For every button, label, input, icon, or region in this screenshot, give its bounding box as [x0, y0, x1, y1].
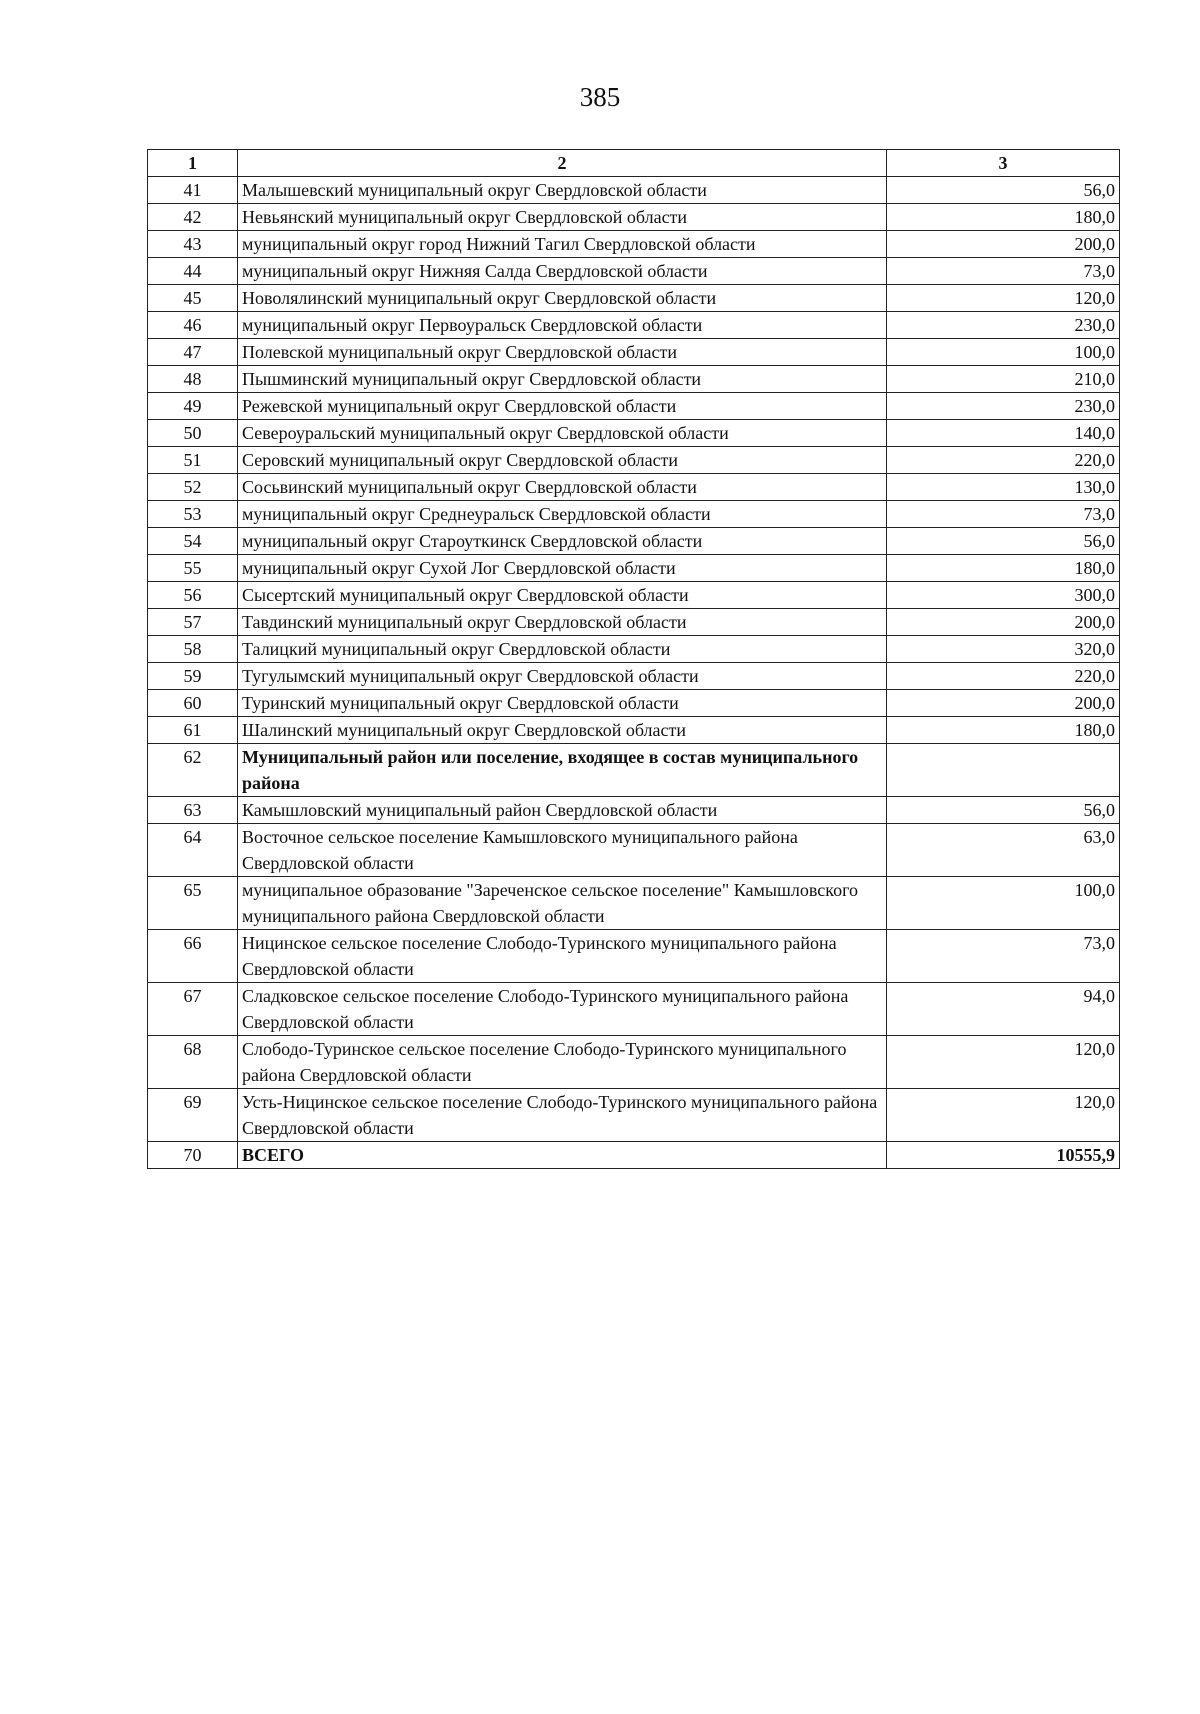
- column-header-3: 3: [887, 150, 1120, 177]
- row-number: 46: [148, 312, 238, 339]
- table-row: [148, 1142, 1120, 1169]
- row-value: 180,0: [887, 555, 1120, 582]
- table-row: [148, 528, 1120, 555]
- row-value: 56,0: [887, 177, 1120, 204]
- table-row: [148, 204, 1120, 231]
- row-number: 70: [148, 1142, 238, 1169]
- row-number: 58: [148, 636, 238, 663]
- row-number: 49: [148, 393, 238, 420]
- row-number: 60: [148, 690, 238, 717]
- row-number: 57: [148, 609, 238, 636]
- row-value: 100,0: [887, 339, 1120, 366]
- table-row: [148, 555, 1120, 582]
- row-value: 73,0: [887, 258, 1120, 285]
- row-name: Сысертский муниципальный округ Свердловской области: [238, 582, 887, 609]
- row-name: Североуральский муниципальный округ Свердловской области: [238, 420, 887, 447]
- row-number: 59: [148, 663, 238, 690]
- row-value: 120,0: [887, 1036, 1120, 1089]
- table-row: [148, 231, 1120, 258]
- row-value: 100,0: [887, 877, 1120, 930]
- row-value: 200,0: [887, 609, 1120, 636]
- row-value: 230,0: [887, 312, 1120, 339]
- table-row: [148, 258, 1120, 285]
- row-name: муниципальное образование "Зареченское сельское поселение" Камышловского муниципального района Свердловской области: [238, 877, 887, 930]
- row-value: 200,0: [887, 231, 1120, 258]
- table-row: [148, 393, 1120, 420]
- table-body: [148, 177, 1120, 1169]
- row-number: 44: [148, 258, 238, 285]
- table-row: [148, 447, 1120, 474]
- row-number: 48: [148, 366, 238, 393]
- row-name: Сосьвинский муниципальный округ Свердловской области: [238, 474, 887, 501]
- table-row: [148, 636, 1120, 663]
- row-name: муниципальный округ Сухой Лог Свердловской области: [238, 555, 887, 582]
- page-number: 385: [579, 82, 621, 112]
- row-number: 42: [148, 204, 238, 231]
- table-row: [148, 582, 1120, 609]
- row-value: 130,0: [887, 474, 1120, 501]
- row-name: Ницинское сельское поселение Слободо-Туринского муниципального района Свердловской области: [238, 930, 887, 983]
- row-value: 56,0: [887, 528, 1120, 555]
- row-name: муниципальный округ Староуткинск Свердловской области: [238, 528, 887, 555]
- row-value: 230,0: [887, 393, 1120, 420]
- table-row: [148, 474, 1120, 501]
- table-row: [148, 1036, 1120, 1089]
- row-name: муниципальный округ город Нижний Тагил Свердловской области: [238, 231, 887, 258]
- table-row: [148, 663, 1120, 690]
- table-row: [148, 366, 1120, 393]
- row-name: Тугулымский муниципальный округ Свердловской области: [238, 663, 887, 690]
- table-row: [148, 339, 1120, 366]
- row-value: 220,0: [887, 447, 1120, 474]
- table-row: [148, 501, 1120, 528]
- row-number: 55: [148, 555, 238, 582]
- row-name: Талицкий муниципальный округ Свердловской области: [238, 636, 887, 663]
- row-value: 320,0: [887, 636, 1120, 663]
- row-name: Серовский муниципальный округ Свердловской области: [238, 447, 887, 474]
- row-number: 51: [148, 447, 238, 474]
- row-number: 50: [148, 420, 238, 447]
- row-name: Малышевский муниципальный округ Свердловской области: [238, 177, 887, 204]
- row-number: 65: [148, 877, 238, 930]
- row-value: [887, 744, 1120, 797]
- row-name: Новолялинский муниципальный округ Свердловской области: [238, 285, 887, 312]
- row-value: 73,0: [887, 930, 1120, 983]
- row-number: 63: [148, 797, 238, 824]
- row-number: 61: [148, 717, 238, 744]
- table-row: [148, 420, 1120, 447]
- row-number: 56: [148, 582, 238, 609]
- row-name: Режевской муниципальный округ Свердловской области: [238, 393, 887, 420]
- row-number: 69: [148, 1089, 238, 1142]
- row-number: 68: [148, 1036, 238, 1089]
- column-header-1: 1: [148, 150, 238, 177]
- row-number: 52: [148, 474, 238, 501]
- row-value: 94,0: [887, 983, 1120, 1036]
- row-value: 210,0: [887, 366, 1120, 393]
- table-row: [148, 824, 1120, 877]
- table-header-row: [148, 150, 1120, 177]
- row-number: 66: [148, 930, 238, 983]
- row-name: Слободо-Туринское сельское поселение Слободо-Туринского муниципального района Свердловской области: [238, 1036, 887, 1089]
- row-value: 180,0: [887, 717, 1120, 744]
- row-value: 63,0: [887, 824, 1120, 877]
- row-name: муниципальный округ Среднеуральск Свердловской области: [238, 501, 887, 528]
- row-name: Тавдинский муниципальный округ Свердловской области: [238, 609, 887, 636]
- table-row: [148, 930, 1120, 983]
- table-row: [148, 609, 1120, 636]
- row-name: муниципальный округ Нижняя Салда Свердловской области: [238, 258, 887, 285]
- row-value: 120,0: [887, 1089, 1120, 1142]
- row-name: Полевской муниципальный округ Свердловской области: [238, 339, 887, 366]
- table-row: [148, 1089, 1120, 1142]
- row-value: 220,0: [887, 663, 1120, 690]
- row-name: Камышловский муниципальный район Свердловской области: [238, 797, 887, 824]
- row-number: 64: [148, 824, 238, 877]
- row-number: 62: [148, 744, 238, 797]
- table-row: [148, 177, 1120, 204]
- allocation-table: [147, 149, 1120, 1169]
- row-value: 140,0: [887, 420, 1120, 447]
- row-name: Восточное сельское поселение Камышловского муниципального района Свердловской области: [238, 824, 887, 877]
- row-number: 53: [148, 501, 238, 528]
- row-number: 67: [148, 983, 238, 1036]
- table-row: [148, 717, 1120, 744]
- row-value: 56,0: [887, 797, 1120, 824]
- table-row: [148, 877, 1120, 930]
- row-name: Сладковское сельское поселение Слободо-Туринского муниципального района Свердловской области: [238, 983, 887, 1036]
- table-row: [148, 983, 1120, 1036]
- row-name: Усть-Ницинское сельское поселение Слободо-Туринского муниципального района Свердловской области: [238, 1089, 887, 1142]
- row-name: Муниципальный район или поселение, входящее в состав муниципального района: [238, 744, 887, 797]
- row-name: Туринский муниципальный округ Свердловской области: [238, 690, 887, 717]
- row-number: 47: [148, 339, 238, 366]
- row-value: 200,0: [887, 690, 1120, 717]
- row-number: 43: [148, 231, 238, 258]
- row-number: 45: [148, 285, 238, 312]
- table-row: [148, 312, 1120, 339]
- table-row: [148, 797, 1120, 824]
- row-value: 180,0: [887, 204, 1120, 231]
- row-value: 120,0: [887, 285, 1120, 312]
- table-row: [148, 690, 1120, 717]
- table-row: [148, 285, 1120, 312]
- row-value: 300,0: [887, 582, 1120, 609]
- row-name: Невьянский муниципальный округ Свердловской области: [238, 204, 887, 231]
- row-name: ВСЕГО: [238, 1142, 887, 1169]
- row-number: 54: [148, 528, 238, 555]
- row-value: 10555,9: [887, 1142, 1120, 1169]
- row-value: 73,0: [887, 501, 1120, 528]
- row-number: 41: [148, 177, 238, 204]
- row-name: муниципальный округ Первоуральск Свердловской области: [238, 312, 887, 339]
- row-name: Шалинский муниципальный округ Свердловской области: [238, 717, 887, 744]
- column-header-2: 2: [238, 150, 887, 177]
- table-row: [148, 744, 1120, 797]
- row-name: Пышминский муниципальный округ Свердловской области: [238, 366, 887, 393]
